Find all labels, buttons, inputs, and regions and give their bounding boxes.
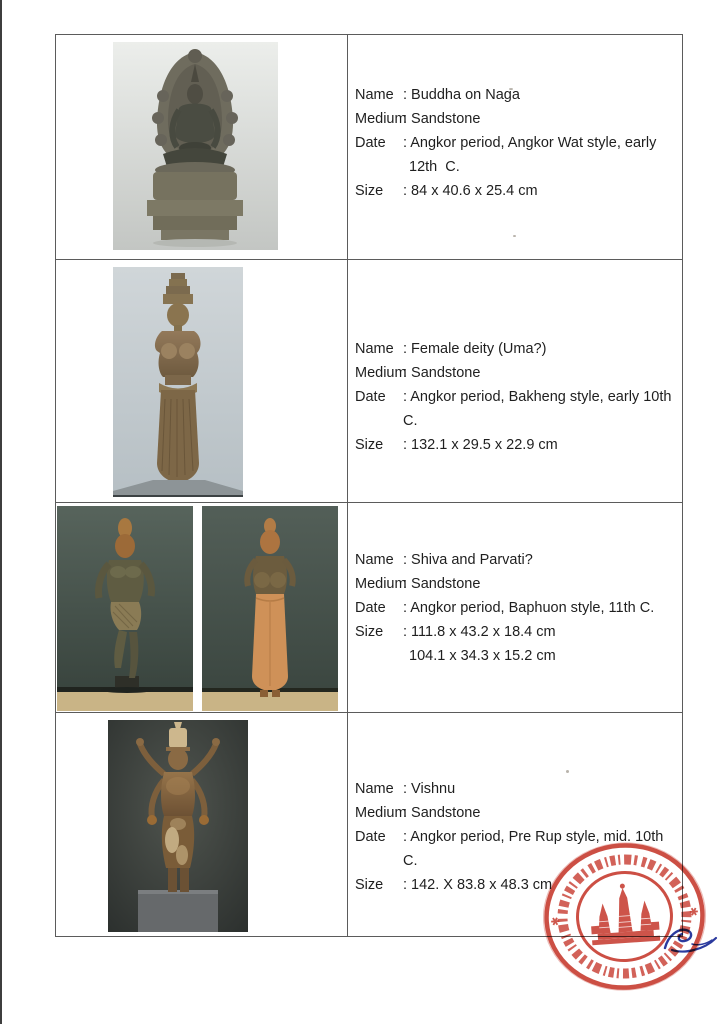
photo-cell: [56, 260, 348, 502]
spec-value: : Sandstone: [403, 805, 481, 821]
spec-line: [355, 596, 678, 620]
spec-cell: [348, 35, 682, 259]
four-armed-vishnu-statue-photo: [108, 720, 248, 932]
spec-line: [355, 548, 678, 572]
spec-value: : Sandstone: [403, 111, 481, 127]
spec-cell: [348, 260, 682, 502]
scan-edge-line: [0, 0, 2, 1024]
spec-value: : Shiva and Parvati?: [403, 552, 533, 568]
spec-value: : Sandstone: [403, 576, 481, 592]
spec-label: Name: [355, 781, 394, 797]
spec-label: Name: [355, 552, 394, 568]
spec-line: [355, 361, 678, 385]
spec-line: [355, 801, 678, 825]
spec-label: Size: [355, 877, 384, 893]
signature-icon: [662, 924, 720, 960]
spec-label: Medium: [355, 111, 407, 127]
spec-value: : Female deity (Uma?): [403, 341, 547, 357]
spec-value: : 111.8 x 43.2 x 18.4 cm: [403, 624, 556, 640]
spec-line: [355, 620, 678, 644]
spec-label: Date: [355, 600, 386, 616]
spec-label: Size: [355, 437, 384, 453]
spec-label: Medium: [355, 805, 407, 821]
photo-cell: [56, 503, 348, 712]
catalog-row-buddha-on-naga: [56, 35, 682, 260]
spec-value: : Vishnu: [403, 781, 456, 797]
photo-cell: [56, 35, 348, 259]
spec-value: : 132.1 x 29.5 x 22.9 cm: [403, 437, 558, 453]
spec-line: [355, 433, 678, 457]
standing-parvati-statue-photo: [202, 506, 338, 711]
seated-buddha-on-naga-statue-photo: [113, 42, 278, 250]
angkor-wat-stamp-icon: [543, 840, 707, 992]
spec-value: : Angkor period, Baphuon style, 11th C.: [403, 600, 655, 616]
spec-line: [355, 83, 678, 107]
spec-line: [355, 777, 678, 801]
spec-label: Size: [355, 183, 384, 199]
spec-value: : Angkor period, Bakheng style, early 10th C.: [403, 389, 676, 429]
spec-value: : Sandstone: [403, 365, 481, 381]
spec-value: : Angkor period, Pre Rup style, mid. 10th C.: [403, 829, 668, 869]
spec-line: [355, 572, 678, 596]
spec-label: Name: [355, 341, 394, 357]
spec-label: Name: [355, 87, 394, 103]
spec-line: [355, 385, 678, 433]
spec-line: [355, 179, 678, 203]
photo-cell: [56, 713, 348, 936]
spec-label: Date: [355, 829, 386, 845]
spec-line-continuation: [355, 155, 678, 179]
spec-value: : Angkor period, Angkor Wat style, early: [403, 135, 657, 151]
standing-shiva-statue-photo: [57, 506, 193, 711]
catalog-row-female-deity: [56, 260, 682, 503]
spec-value: : Buddha on Naga: [403, 87, 520, 103]
spec-label: Date: [355, 389, 386, 405]
spec-line: [355, 337, 678, 361]
spec-line-continuation: [355, 644, 678, 668]
spec-label: Medium: [355, 576, 407, 592]
spec-value: : 84 x 40.6 x 25.4 cm: [403, 183, 538, 199]
standing-female-deity-statue-photo: [113, 267, 243, 497]
spec-value: : 142. X 83.8 x 48.3 cm: [403, 877, 553, 893]
spec-line: [355, 131, 678, 155]
spec-value: 104.1 x 34.3 x 15.2 cm: [409, 648, 556, 664]
spec-cell: [348, 503, 682, 712]
spec-label: Size: [355, 624, 384, 640]
spec-line: [355, 107, 678, 131]
spec-label: Date: [355, 135, 386, 151]
spec-value: 12th C.: [409, 159, 460, 175]
catalog-table: [55, 34, 683, 937]
spec-label: Medium: [355, 365, 407, 381]
catalog-row-shiva-and-parvati: [56, 503, 682, 713]
